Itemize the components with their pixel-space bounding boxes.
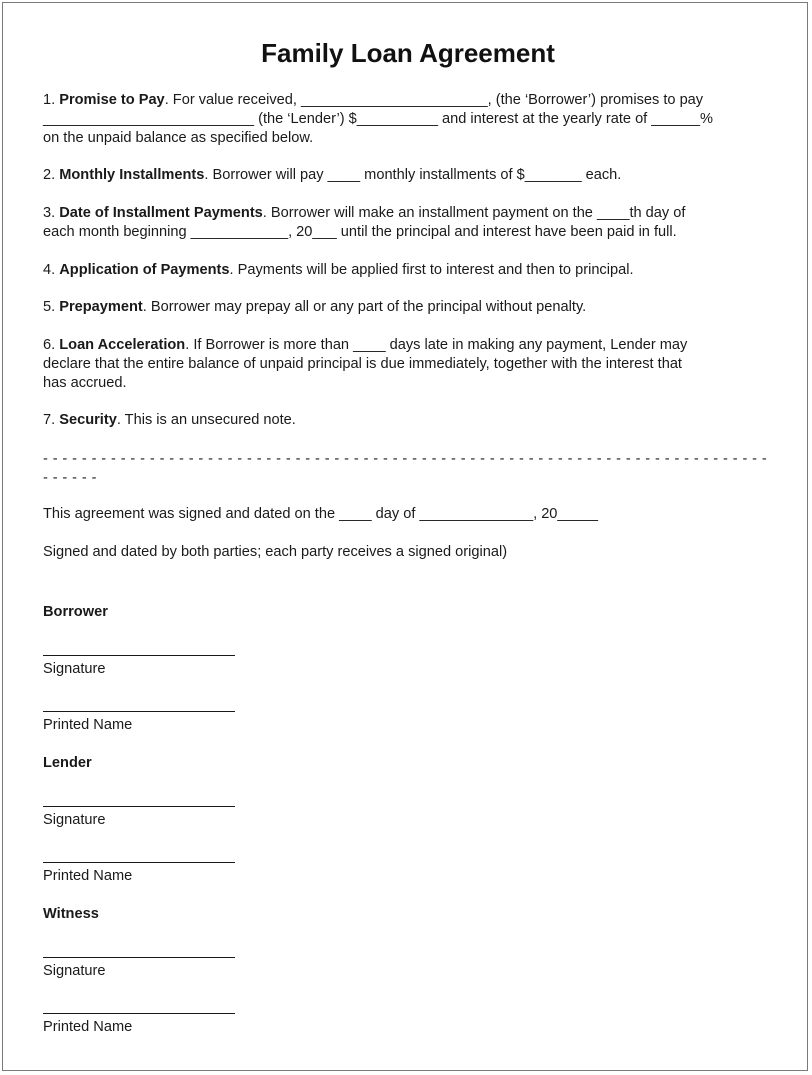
clause-heading: Security: [59, 412, 117, 428]
clause-date-of-installment-payments: [43, 204, 768, 242]
lender-printed-name-label: Printed Name: [43, 868, 133, 884]
borrower-heading: Borrower: [43, 604, 108, 620]
dashed-divider: - - - - - - - - - - - - - - - - - - - - - - - - - - - - - - - - - - - - - - - - - - - - - - - - - - - - - - - - - - - - - - - - - - - - - - - - - - - - - - - - -: [43, 451, 768, 486]
clause-line: 1. Promise to Pay. For value received, _______________________, (the ‘Borrower’) promises to pay: [43, 92, 704, 108]
clause-line: 4. Application of Payments. Payments will be applied first to interest and then to principal.: [43, 262, 634, 278]
clause-promise-to-pay: [43, 91, 768, 148]
lender-signature-label: Signature: [43, 812, 106, 828]
lender-signature-line[interactable]: [43, 806, 235, 807]
clause-line: 3. Date of Installment Payments. Borrower will make an installment payment on the ____th day of: [43, 205, 686, 221]
clause-loan-acceleration: [43, 336, 768, 393]
clause-heading: Prepayment: [59, 299, 143, 315]
witness-printed-name-line[interactable]: [43, 1013, 235, 1014]
clause-security: [43, 411, 768, 430]
clause-line: 6. Loan Acceleration. If Borrower is more than ____ days late in making any payment, Lender may: [43, 337, 688, 353]
witness-heading: Witness: [43, 906, 99, 922]
clause-line: 7. Security. This is an unsecured note.: [43, 412, 296, 428]
borrower-signature-label: Signature: [43, 661, 106, 677]
clause-line: 5. Prepayment. Borrower may prepay all or any part of the principal without penalty.: [43, 299, 587, 315]
borrower-printed-name-line[interactable]: [43, 711, 235, 712]
witness-printed-name-label: Printed Name: [43, 1019, 133, 1035]
document-page: [2, 2, 808, 1071]
witness-signature-line[interactable]: [43, 957, 235, 958]
clause-heading: Application of Payments: [59, 262, 230, 278]
clause-application-of-payments: [43, 261, 768, 280]
clause-line: 2. Monthly Installments. Borrower will pay ____ monthly installments of $_______ each.: [43, 167, 622, 183]
clause-line: on the unpaid balance as specified below.: [43, 130, 314, 146]
borrower-printed-name-label: Printed Name: [43, 717, 133, 733]
clause-heading: Date of Installment Payments: [59, 205, 263, 221]
signed-date-statement: This agreement was signed and dated on the ____ day of ______________, 20_____: [43, 506, 599, 522]
document-title: Family Loan Agreement: [261, 38, 555, 68]
clause-line: has accrued.: [43, 375, 127, 391]
witness-signature-label: Signature: [43, 963, 106, 979]
clause-line: __________________________ (the ‘Lender’) $__________ and interest at the yearly rate of ______%: [43, 111, 713, 127]
clause-heading: Loan Acceleration: [59, 337, 186, 353]
borrower-signature-line[interactable]: [43, 655, 235, 656]
lender-heading: Lender: [43, 755, 92, 771]
signed-note: Signed and dated by both parties; each party receives a signed original): [43, 544, 508, 560]
clause-line: declare that the entire balance of unpaid principal is due immediately, together with the interest that: [43, 356, 682, 372]
clause-heading: Monthly Installments: [59, 167, 205, 183]
clause-heading: Promise to Pay: [59, 92, 165, 108]
clause-prepayment: [43, 298, 768, 317]
clause-monthly-installments: [43, 166, 768, 185]
clause-line: each month beginning ____________, 20___ until the principal and interest have been paid in full.: [43, 224, 677, 240]
lender-printed-name-line[interactable]: [43, 862, 235, 863]
